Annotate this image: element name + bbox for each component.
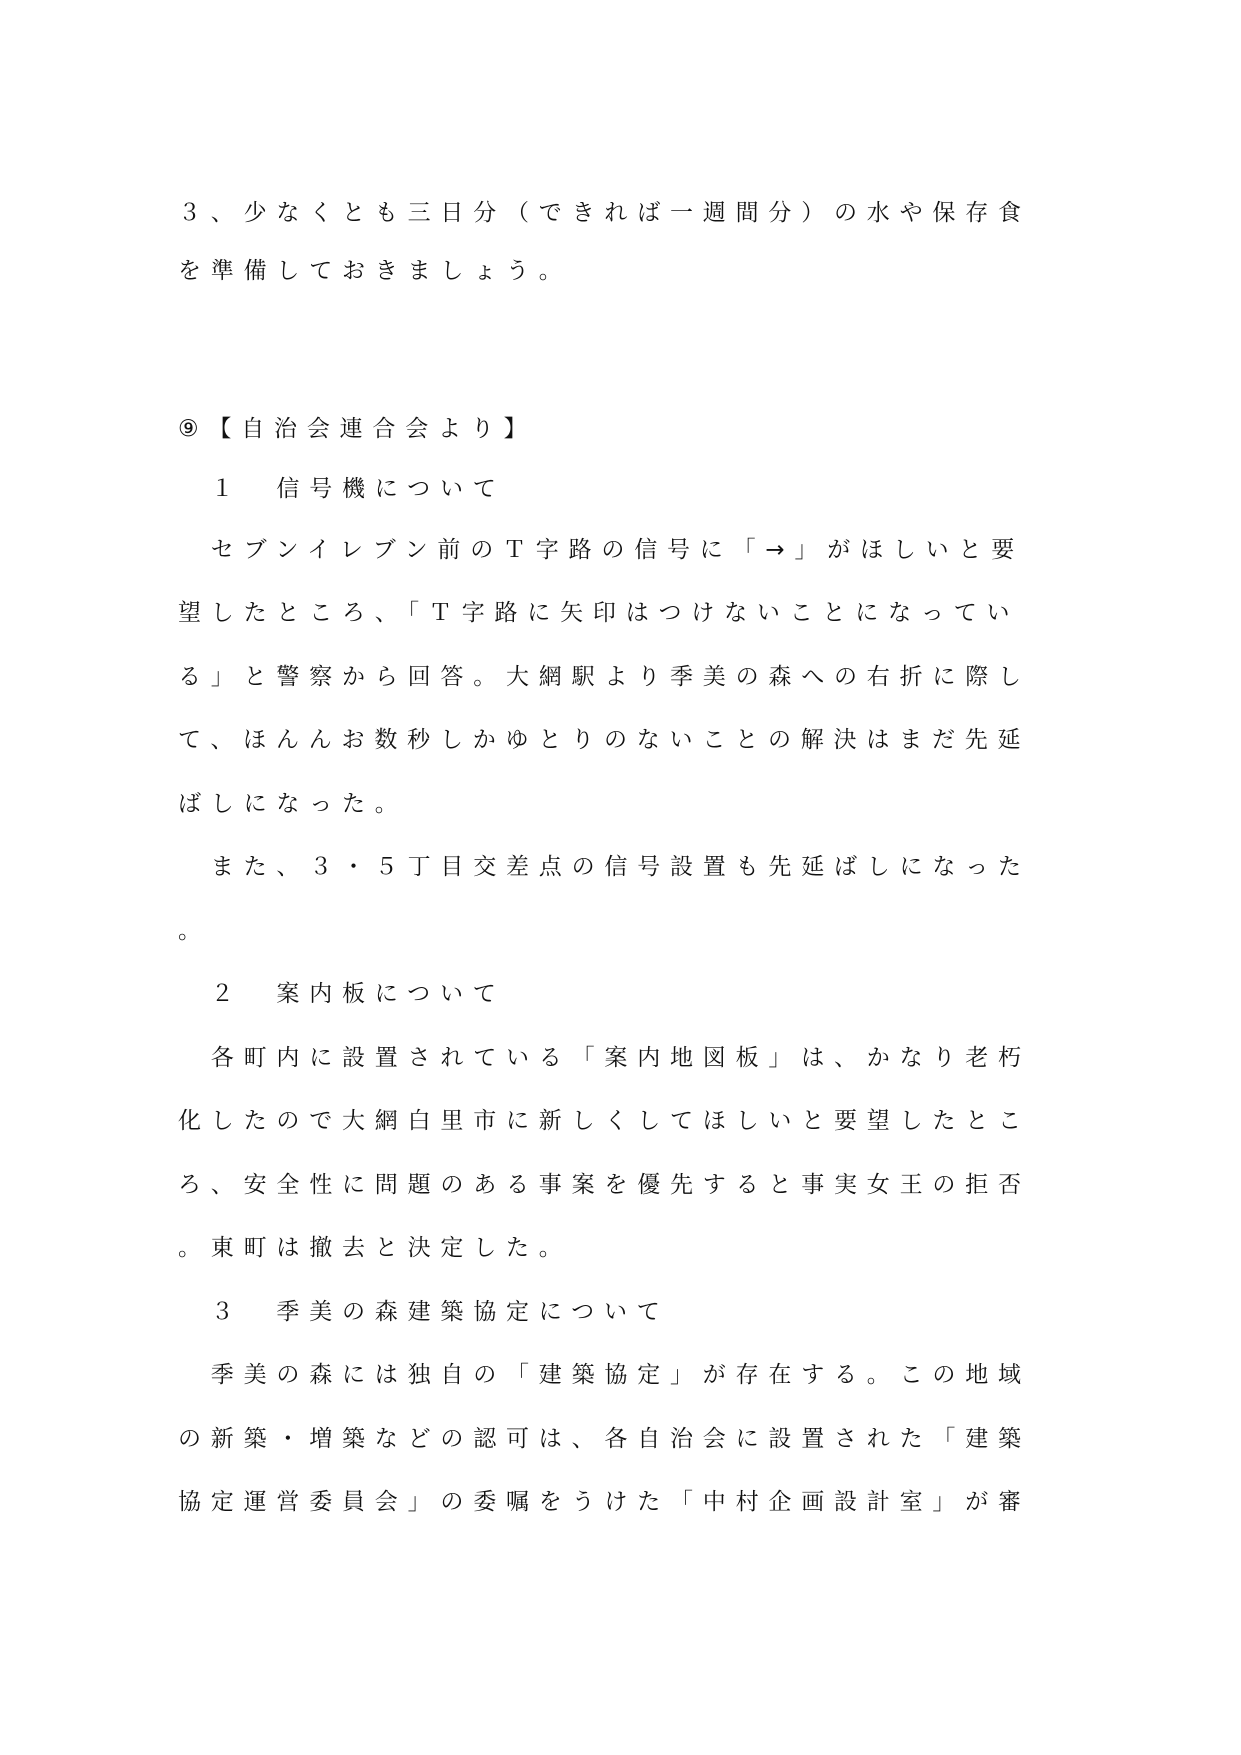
subsection-heading: １ 信号機について xyxy=(178,476,506,502)
text-line: て、ほんんお数秒しかゆとりのないことの解決はまだ先延 xyxy=(178,727,1031,753)
subsection-heading: ２ 案内板について xyxy=(178,981,506,1007)
subsection-heading: ３ 季美の森建築協定について xyxy=(178,1299,670,1325)
section-heading: ⑨【自治会連合会より】 xyxy=(178,416,537,442)
text-line: 望したところ、「Ｔ字路に矢印はつけないことになってい xyxy=(178,600,1020,626)
text-line: ばしになった。 xyxy=(178,791,408,817)
text-line: 。 xyxy=(178,918,211,944)
text-line: 季美の森には独自の「建築協定」が存在する。この地域 xyxy=(178,1362,1031,1388)
text-line: また、３・５丁目交差点の信号設置も先延ばしになった xyxy=(178,854,1031,880)
text-line: ろ、安全性に問題のある事案を優先すると事実女王の拒否 xyxy=(178,1172,1031,1198)
text-line: 。東町は撤去と決定した。 xyxy=(178,1235,572,1261)
text-line: の新築・増築などの認可は、各自治会に設置された「建築 xyxy=(178,1426,1031,1452)
text-line: 各町内に設置されている「案内地図板」は、かなり老朽 xyxy=(178,1045,1031,1071)
text-line: る」と警察から回答。大網駅より季美の森への右折に際し xyxy=(178,664,1031,690)
text-line: 協定運営委員会」の委嘱をうけた「中村企画設計室」が審 xyxy=(178,1489,1031,1515)
text-line: セブンイレブン前のＴ字路の信号に「→」がほしいと要 xyxy=(178,537,1025,563)
text-line: 化したので大網白里市に新しくしてほしいと要望したとこ xyxy=(178,1108,1031,1134)
text-line: ３、少なくとも三日分（できれば一週間分）の水や保存食 xyxy=(178,200,1031,226)
text-line: を準備しておきましょう。 xyxy=(178,258,572,284)
